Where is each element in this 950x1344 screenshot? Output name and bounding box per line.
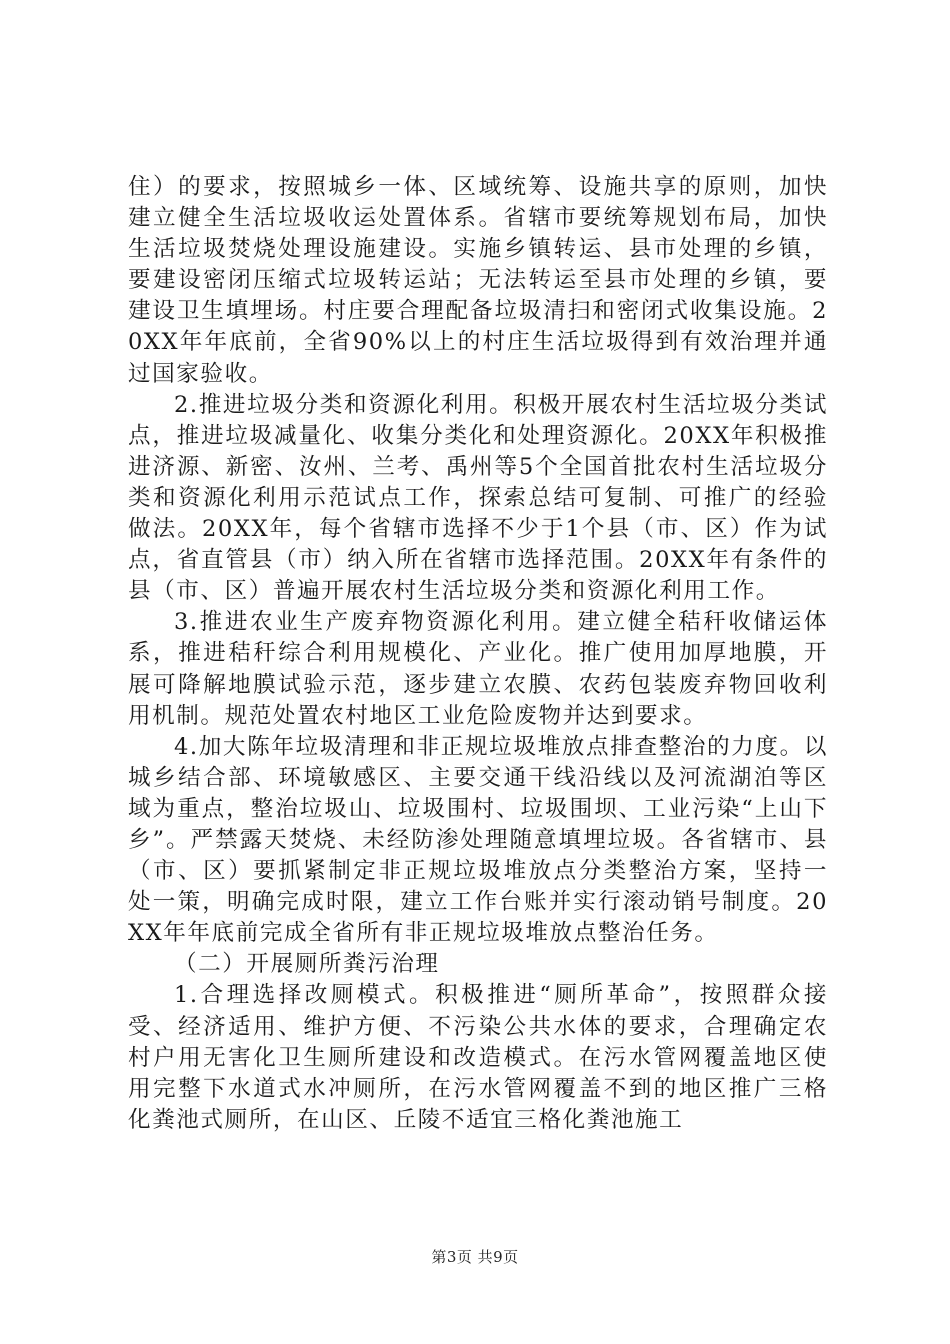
paragraph-item-4: 4.加大陈年垃圾清理和非正规垃圾堆放点排查整治的力度。以城乡结合部、环境敏感区、主要交通干线沿线以及河流湖泊等区域为重点，整治垃圾山、垃圾围村、垃圾围坝、工业污染“上山下乡”。严禁露天焚烧、未经防渗处理随意填埋垃圾。各省辖市、县（市、区）要抓紧制定非正规垃圾堆放点分类整治方案，坚持一处一策，明确完成时限，建立工作台账并实行滚动销号制度。20XX年年底前完成全省所有非正规垃圾堆放点整治任务。 bbox=[128, 733, 828, 947]
paragraph-item-2: 2.推进垃圾分类和资源化利用。积极开展农村生活垃圾分类试点，推进垃圾减量化、收集分类化和处理资源化。20XX年积极推进济源、新密、汝州、兰考、禹州等5个全国首批农村生活垃圾分类和资源化利用示范试点工作，探索总结可复制、可推广的经验做法。20XX年，每个省辖市选择不少于1个县（市、区）作为试点，省直管县（市）纳入所在省辖市选择范围。20XX年有条件的县（市、区）普遍开展农村生活垃圾分类和资源化利用工作。 bbox=[128, 391, 828, 605]
paragraph-continuation: 住）的要求，按照城乡一体、区域统筹、设施共享的原则，加快建立健全生活垃圾收运处置体系。省辖市要统筹规划布局，加快生活垃圾焚烧处理设施建设。实施乡镇转运、县市处理的乡镇，要建设密闭压缩式垃圾转运站；无法转运至县市处理的乡镇，要建设卫生填埋场。村庄要合理配备垃圾清扫和密闭式收集设施。20XX年年底前，全省90%以上的村庄生活垃圾得到有效治理并通过国家验收。 bbox=[128, 174, 828, 387]
paragraph-item-3: 3.推进农业生产废弃物资源化利用。建立健全秸秆收储运体系，推进秸秆综合利用规模化、产业化。推广使用加厚地膜，开展可降解地膜试验示范，逐步建立农膜、农药包装废弃物回收利用机制。规范处置农村地区工业危险废物并达到要求。 bbox=[128, 609, 828, 729]
section-heading: （二）开展厕所粪污治理 bbox=[174, 951, 440, 978]
paragraph-item-1: 1.合理选择改厕模式。积极推进“厕所革命”，按照群众接受、经济适用、维护方便、不污染公共水体的要求，合理确定农村户用无害化卫生厕所建设和改造模式。在污水管网覆盖地区使用完整下水道式水冲厕所，在污水管网覆盖不到的地区推广三格化粪池式厕所，在山区、丘陵不适宜三格化粪池施工 bbox=[128, 982, 828, 1133]
document-body bbox=[128, 172, 828, 1136]
page-footer: 第3页 共9页 bbox=[431, 1248, 519, 1266]
